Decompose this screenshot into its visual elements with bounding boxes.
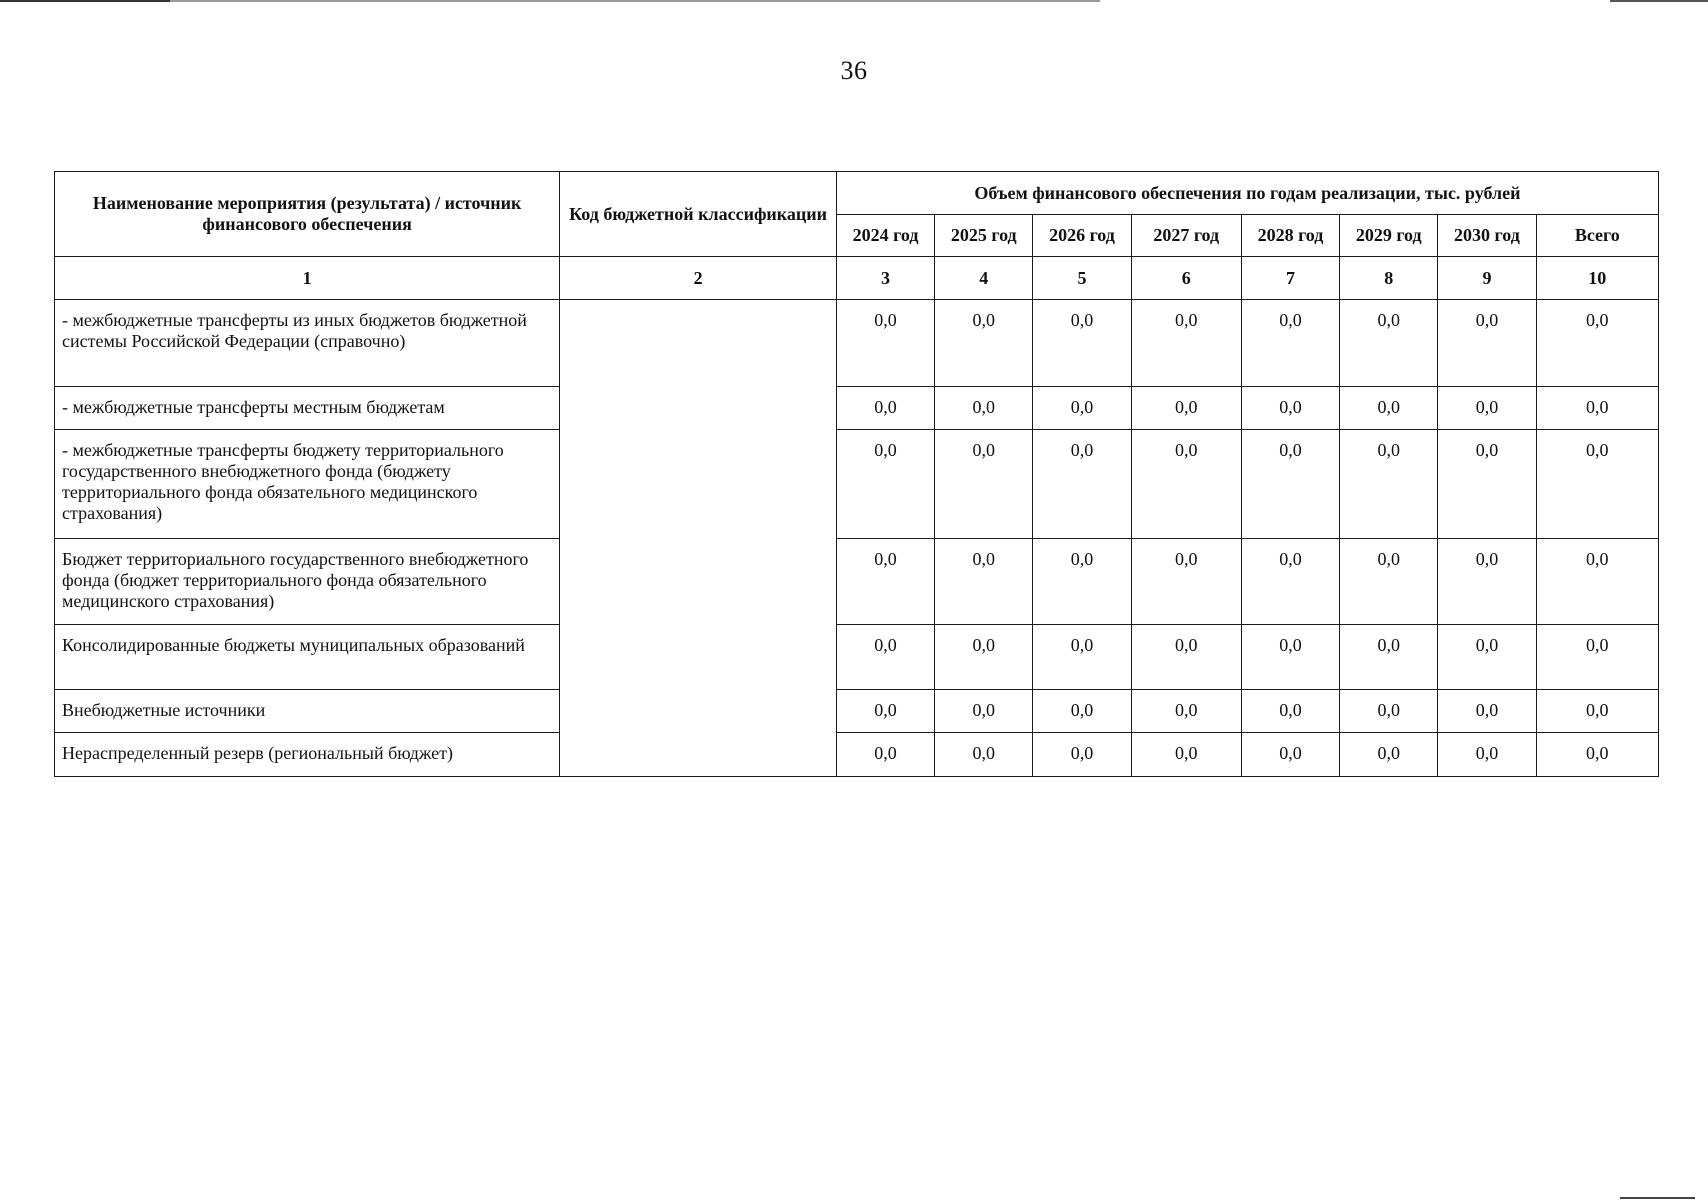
value-cell: 0,0 bbox=[1340, 625, 1438, 690]
value-cell: 0,0 bbox=[1131, 387, 1241, 430]
table-row bbox=[55, 625, 1659, 690]
total-cell: 0,0 bbox=[1536, 300, 1658, 387]
header-volume-group: Объем финансового обеспечения по годам реализации, тыс. рублей bbox=[836, 172, 1658, 215]
value-cell: 0,0 bbox=[935, 387, 1033, 430]
table-row bbox=[55, 300, 1659, 387]
value-cell: 0,0 bbox=[1033, 387, 1131, 430]
column-number: 7 bbox=[1241, 257, 1339, 300]
value-cell: 0,0 bbox=[1033, 733, 1131, 777]
value-cell: 0,0 bbox=[935, 430, 1033, 539]
row-name: Нераспределенный резерв (региональный бюджет) bbox=[55, 733, 560, 777]
header-year: 2030 год bbox=[1438, 215, 1536, 257]
value-cell: 0,0 bbox=[1438, 733, 1536, 777]
row-name: - межбюджетные трансферты местным бюджетам bbox=[55, 387, 560, 430]
value-cell: 0,0 bbox=[836, 733, 934, 777]
value-cell: 0,0 bbox=[1340, 300, 1438, 387]
column-number: 4 bbox=[935, 257, 1033, 300]
value-cell: 0,0 bbox=[836, 430, 934, 539]
scan-edge-line bbox=[0, 0, 170, 2]
value-cell: 0,0 bbox=[1438, 625, 1536, 690]
row-name: Внебюджетные источники bbox=[55, 690, 560, 733]
table-row bbox=[55, 733, 1659, 777]
column-number: 2 bbox=[560, 257, 837, 300]
total-cell: 0,0 bbox=[1536, 387, 1658, 430]
total-cell: 0,0 bbox=[1536, 430, 1658, 539]
value-cell: 0,0 bbox=[1340, 690, 1438, 733]
scan-edge-line bbox=[1620, 1197, 1695, 1199]
row-name: - межбюджетные трансферты из иных бюджетов бюджетной системы Российской Федерации (справочно) bbox=[55, 300, 560, 387]
value-cell: 0,0 bbox=[1438, 690, 1536, 733]
value-cell: 0,0 bbox=[1131, 625, 1241, 690]
value-cell: 0,0 bbox=[1340, 430, 1438, 539]
value-cell: 0,0 bbox=[1241, 690, 1339, 733]
value-cell: 0,0 bbox=[1340, 387, 1438, 430]
table-row bbox=[55, 430, 1659, 539]
table-row bbox=[55, 690, 1659, 733]
value-cell: 0,0 bbox=[1131, 539, 1241, 625]
value-cell: 0,0 bbox=[1033, 690, 1131, 733]
header-year: 2027 год bbox=[1131, 215, 1241, 257]
header-year: 2029 год bbox=[1340, 215, 1438, 257]
column-number: 10 bbox=[1536, 257, 1658, 300]
column-number: 3 bbox=[836, 257, 934, 300]
financing-table bbox=[54, 171, 1659, 777]
value-cell: 0,0 bbox=[935, 625, 1033, 690]
table-row bbox=[55, 387, 1659, 430]
value-cell: 0,0 bbox=[1241, 430, 1339, 539]
column-number-row bbox=[55, 257, 1659, 300]
header-code-column: Код бюджетной классификации bbox=[560, 172, 837, 257]
value-cell: 0,0 bbox=[836, 539, 934, 625]
value-cell: 0,0 bbox=[1438, 387, 1536, 430]
value-cell: 0,0 bbox=[1131, 690, 1241, 733]
value-cell: 0,0 bbox=[836, 387, 934, 430]
table-row bbox=[55, 539, 1659, 625]
value-cell: 0,0 bbox=[1241, 387, 1339, 430]
column-number: 6 bbox=[1131, 257, 1241, 300]
value-cell: 0,0 bbox=[1033, 625, 1131, 690]
value-cell: 0,0 bbox=[1033, 430, 1131, 539]
value-cell: 0,0 bbox=[1438, 430, 1536, 539]
row-name: Бюджет территориального государственного внебюджетного фонда (бюджет территориального фонда обязательного медицинского страхования) bbox=[55, 539, 560, 625]
value-cell: 0,0 bbox=[1131, 430, 1241, 539]
value-cell: 0,0 bbox=[836, 300, 934, 387]
header-year: 2026 год bbox=[1033, 215, 1131, 257]
header-year: 2024 год bbox=[836, 215, 934, 257]
header-row bbox=[55, 172, 1659, 215]
page-number: 36 bbox=[840, 56, 868, 85]
value-cell: 0,0 bbox=[836, 625, 934, 690]
row-name: - межбюджетные трансферты бюджету территориального государственного внебюджетного фонда (бюджету территориального фонда обязательного медицинского страхования) bbox=[55, 430, 560, 539]
header-name-column: Наименование мероприятия (результата) / источник финансового обеспечения bbox=[55, 172, 560, 257]
row-name: Консолидированные бюджеты муниципальных образований bbox=[55, 625, 560, 690]
column-number: 9 bbox=[1438, 257, 1536, 300]
value-cell: 0,0 bbox=[935, 690, 1033, 733]
column-number: 1 bbox=[55, 257, 560, 300]
value-cell: 0,0 bbox=[1131, 733, 1241, 777]
column-number: 5 bbox=[1033, 257, 1131, 300]
header-total: Всего bbox=[1536, 215, 1658, 257]
value-cell: 0,0 bbox=[1131, 300, 1241, 387]
value-cell: 0,0 bbox=[1340, 733, 1438, 777]
value-cell: 0,0 bbox=[836, 690, 934, 733]
budget-code-cell bbox=[560, 300, 837, 777]
value-cell: 0,0 bbox=[935, 733, 1033, 777]
value-cell: 0,0 bbox=[935, 539, 1033, 625]
value-cell: 0,0 bbox=[1438, 539, 1536, 625]
scan-edge-line bbox=[1610, 0, 1708, 2]
column-number: 8 bbox=[1340, 257, 1438, 300]
value-cell: 0,0 bbox=[1033, 300, 1131, 387]
value-cell: 0,0 bbox=[1241, 539, 1339, 625]
value-cell: 0,0 bbox=[1241, 300, 1339, 387]
header-year: 2028 год bbox=[1241, 215, 1339, 257]
value-cell: 0,0 bbox=[1033, 539, 1131, 625]
header-year: 2025 год bbox=[935, 215, 1033, 257]
total-cell: 0,0 bbox=[1536, 539, 1658, 625]
total-cell: 0,0 bbox=[1536, 690, 1658, 733]
value-cell: 0,0 bbox=[1340, 539, 1438, 625]
value-cell: 0,0 bbox=[1241, 625, 1339, 690]
value-cell: 0,0 bbox=[1438, 300, 1536, 387]
value-cell: 0,0 bbox=[1241, 733, 1339, 777]
value-cell: 0,0 bbox=[935, 300, 1033, 387]
total-cell: 0,0 bbox=[1536, 625, 1658, 690]
total-cell: 0,0 bbox=[1536, 733, 1658, 777]
